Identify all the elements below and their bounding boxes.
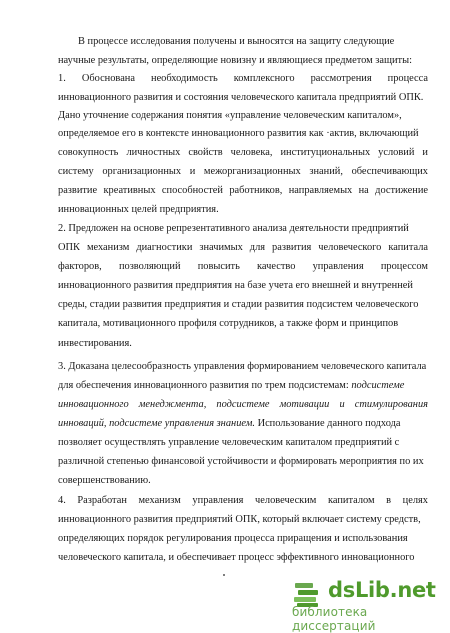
text-line-5: Дано уточнение содержания понятия «управление человеческим капиталом», — [58, 110, 402, 121]
text-line-12: ОПК механизм диагностики значимых для развития человеческого капитала — [58, 242, 428, 253]
text-line-19 — [58, 380, 428, 392]
text-line-1: В процессе исследования получены и выносятся на защиту следующие — [78, 36, 395, 47]
watermark-site-prefix: ds — [328, 578, 355, 602]
text-run-italic: инноваций, подсистеме управления знанием. — [58, 418, 255, 429]
watermark-site-name — [328, 578, 436, 602]
text-line-3: 1. Обоснована необходимость комплексного рассмотрения процесса — [58, 73, 428, 84]
text-line-24: совершенствованию. — [58, 475, 151, 486]
watermark-caption: библиотека диссертаций — [292, 605, 376, 633]
text-line-17: инвестирования. — [58, 338, 132, 349]
text-line-18: 3. Доказана целесообразность управления формированием человеческого капитала — [58, 361, 427, 372]
text-line-4: инновационного развития и состояния человеческого капитала предприятий ОПК. — [58, 92, 424, 103]
text-run-plain: Использование данного подхода — [254, 418, 401, 429]
text-run-plain: для обеспечения инновационного развития по трем подсистемам: — [58, 380, 352, 391]
text-line-26: инновационного развития предприятий ОПК, который включает систему средств, — [58, 514, 421, 525]
text-line-6: определяемое его в контексте инновационного развития как ·актив, включающий — [58, 128, 419, 139]
text-line-21 — [58, 418, 428, 430]
text-line-28: человеческого капитала, и обеспечивает процесс эффективного инновационного — [58, 552, 415, 563]
watermark-site-suffix: Lib.net — [354, 578, 436, 602]
text-line-8: систему организационных и межорганизационных знаний, обеспечивающих — [58, 166, 428, 177]
text-line-27: определяющих порядок регулирования процесса приращения и использования — [58, 533, 408, 544]
text-line-10: инновационных целей предприятия. — [58, 204, 219, 215]
text-line-22: позволяет осуществлять управление человеческим капиталом предприятий с — [58, 437, 400, 448]
text-line-11: 2. Предложен на основе репрезентативного анализа деятельности предприятий — [58, 223, 409, 234]
text-line-20: инновационного менеджмента, подсистеме мотивации и стимулирования — [58, 399, 428, 410]
text-line-23: различной степенью финансовой устойчивости и формировать мероприятия по их — [58, 456, 424, 467]
text-line-15: среды, стадии развития предприятия и стадии развития подсистем человеческого — [58, 299, 419, 310]
text-line-25: 4. Разработан механизм управления человеческим капиталом в целях — [58, 495, 428, 506]
text-line-9: развитие креативных способностей работников, направляемых на достижение — [58, 185, 428, 196]
text-line-13: факторов, позволяющий повысить качество управления процессом — [58, 261, 428, 272]
text-run-italic: подсистеме — [351, 380, 405, 391]
text-line-16: капитала, мотивационного профиля сотрудников, а также форм и принципов — [58, 318, 399, 329]
stray-dot — [223, 574, 225, 576]
dslib-watermark[interactable] — [292, 578, 444, 633]
text-line-7: совокупность личностных свойств человека, институциональных условий и — [58, 147, 428, 158]
text-line-2: научные результаты, определяющие новизну и являющиеся предметом защиты: — [58, 55, 412, 66]
book-stack-icon — [292, 580, 322, 608]
text-line-14: инновационного развития предприятия на базе учета его внешней и внутренней — [58, 280, 413, 291]
